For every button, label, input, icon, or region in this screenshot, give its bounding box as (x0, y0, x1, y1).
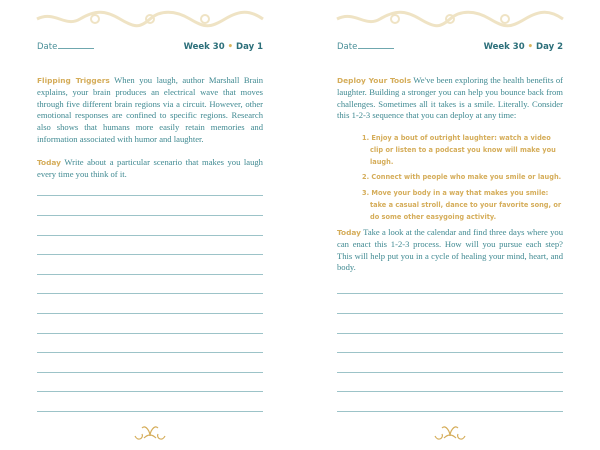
week-day-label (484, 42, 563, 52)
step-item: 1. Enjoy a bout of outright laughter: watch a video clip or listen to a podcast you know will make you laugh. (362, 134, 556, 166)
date-label: Date (337, 42, 358, 52)
writing-line (337, 372, 563, 373)
section-paragraph (37, 75, 263, 146)
step-item: 2. Connect with people who make you smile or laugh. (362, 173, 562, 182)
writing-line (37, 372, 263, 373)
week-label: Week 30 (183, 42, 225, 52)
date-blank (58, 48, 94, 49)
today-paragraph (37, 157, 263, 181)
section-paragraph (337, 75, 563, 122)
bullet-dot-icon: • (227, 42, 234, 52)
writing-line (37, 274, 263, 275)
date-label: Date (37, 42, 58, 52)
writing-line (337, 313, 563, 314)
date-field (337, 42, 394, 52)
writing-line (37, 333, 263, 334)
section-text: When you laugh, author Marshall Brain explains, your brain produces an electrical wave that moves through five different brain regions via a circuit. However, other emotional responses are confined to specific regions. Research also shows that humans more easily retain memories and information associated with humor and laughter. (37, 75, 263, 144)
today-text: Take a look at the calendar and find three days where you can enact this 1-2-3 process. How will you pursue each step? This will help put you in a cycle of healing your mind, heart, and body. (337, 227, 563, 273)
writing-line (337, 411, 563, 412)
date-blank (358, 48, 394, 49)
writing-line (37, 215, 263, 216)
top-ornament-icon (35, 10, 265, 28)
writing-line (337, 293, 563, 294)
week-label: Week 30 (483, 42, 525, 52)
day-label: Day 2 (536, 42, 563, 52)
section-title: Deploy Your Tools (337, 76, 412, 85)
right-page (300, 0, 600, 450)
today-text: Write about a particular scenario that makes you laugh every time you think of it. (37, 157, 263, 179)
writing-line (37, 254, 263, 255)
writing-line (37, 235, 263, 236)
section-text: We've been exploring the health benefits of laughter. Building a stronger you can help you bounce back from challenges. Sometimes all it takes is a smile. Literally. Consider this 1-2-3 sequence that you can deploy at any time: (337, 75, 563, 121)
today-paragraph (337, 227, 563, 274)
writing-line (337, 352, 563, 353)
writing-line (37, 195, 263, 196)
writing-line (37, 391, 263, 392)
writing-line (337, 333, 563, 334)
bottom-ornament-icon (432, 422, 468, 442)
writing-line (337, 391, 563, 392)
writing-line (37, 352, 263, 353)
today-label: Today (337, 228, 362, 237)
page-header (37, 42, 263, 56)
step-item: 3. Move your body in a way that makes you smile: take a casual stroll, dance to your favorite song, or do some other easygoing activity. (362, 189, 562, 221)
today-label: Today (37, 158, 62, 167)
section-title: Flipping Triggers (37, 76, 110, 85)
top-ornament-icon (335, 10, 565, 28)
writing-line (37, 293, 263, 294)
page-header (337, 42, 563, 56)
bullet-dot-icon: • (527, 42, 534, 52)
writing-line (37, 411, 263, 412)
steps-list (362, 133, 562, 228)
week-day-label (184, 42, 263, 52)
writing-line (37, 313, 263, 314)
day-label: Day 1 (236, 42, 263, 52)
bottom-ornament-icon (132, 422, 168, 442)
date-field (37, 42, 94, 52)
